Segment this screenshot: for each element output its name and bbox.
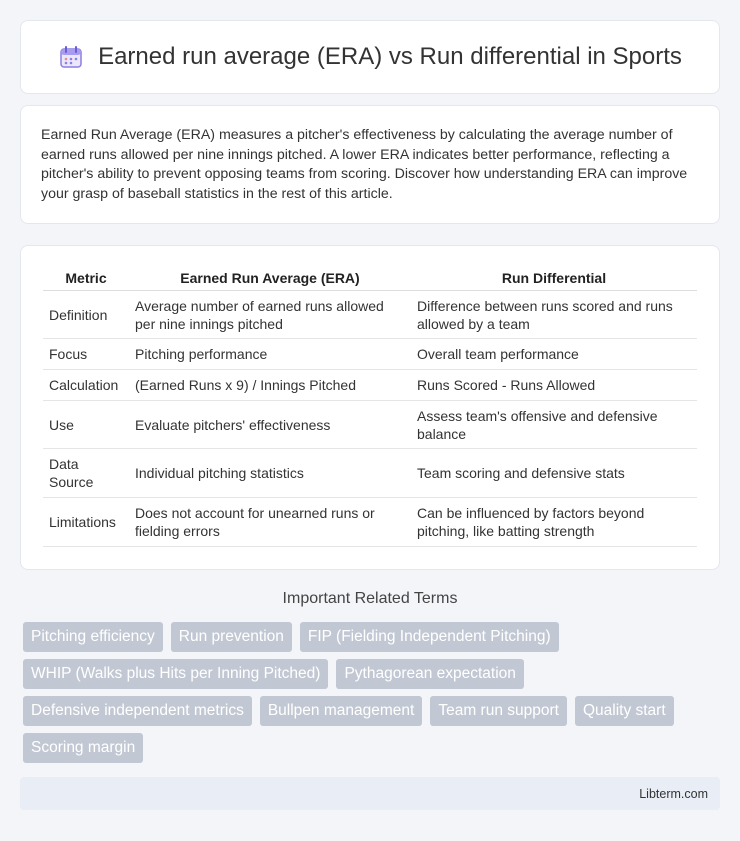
table-cell: Pitching performance (129, 339, 411, 370)
table-row (43, 498, 697, 547)
column-header-run-differential: Run Differential (411, 266, 697, 291)
table-row (43, 291, 697, 339)
table-cell: Evaluate pitchers' effectiveness (129, 401, 411, 449)
table-cell: Calculation (43, 370, 129, 401)
related-term-tag[interactable]: Pythagorean expectation (336, 659, 523, 689)
intro-text: Earned Run Average (ERA) measures a pitcher's effectiveness by calculating the average number of earned runs allowed per nine innings pitched. A lower ERA indicates better performance, reflecting a pitcher's ability to prevent opposing teams from scoring. Discover how understanding ERA can improve your grasp of baseball statistics in the rest of this article. (41, 127, 688, 202)
related-term-tag[interactable]: WHIP (Walks plus Hits per Inning Pitched) (23, 659, 328, 689)
related-term-tag[interactable]: Scoring margin (23, 733, 143, 763)
table-header-row (43, 266, 697, 291)
table-cell: Definition (43, 291, 129, 339)
related-term-tag[interactable]: Pitching efficiency (23, 622, 163, 652)
comparison-table (43, 266, 697, 547)
table-cell: Can be influenced by factors beyond pitching, like batting strength (411, 498, 697, 547)
table-cell: Difference between runs scored and runs allowed by a team (411, 291, 697, 339)
column-header-era: Earned Run Average (ERA) (129, 266, 411, 291)
table-cell: Overall team performance (411, 339, 697, 370)
table-cell: Data Source (43, 449, 129, 498)
table-cell: Runs Scored - Runs Allowed (411, 370, 697, 401)
table-cell: Focus (43, 339, 129, 370)
related-term-tag[interactable]: Bullpen management (260, 696, 423, 726)
table-cell: Average number of earned runs allowed per nine innings pitched (129, 291, 411, 339)
table-cell: (Earned Runs x 9) / Innings Pitched (129, 370, 411, 401)
table-row (43, 370, 697, 401)
related-terms-list (23, 622, 723, 763)
table-row (43, 339, 697, 370)
related-term-tag[interactable]: Run prevention (171, 622, 292, 652)
page-title: Earned run average (ERA) vs Run differential in Sports (98, 43, 682, 70)
table-cell: Assess team's offensive and defensive balance (411, 401, 697, 449)
related-term-tag[interactable]: Defensive independent metrics (23, 696, 252, 726)
calendar-icon (58, 44, 84, 70)
table-cell: Limitations (43, 498, 129, 547)
related-terms-title: Important Related Terms (282, 590, 458, 607)
column-header-metric: Metric (43, 266, 129, 291)
related-term-tag[interactable]: Team run support (430, 696, 567, 726)
intro-section (20, 105, 720, 224)
page-footer (20, 777, 720, 810)
table-cell: Use (43, 401, 129, 449)
page-header (20, 20, 720, 94)
table-cell: Individual pitching statistics (129, 449, 411, 498)
comparison-section (20, 245, 720, 570)
table-row (43, 449, 697, 498)
table-cell: Does not account for unearned runs or fielding errors (129, 498, 411, 547)
footer-site-link[interactable]: Libterm.com (639, 786, 708, 801)
table-row (43, 401, 697, 449)
related-term-tag[interactable]: FIP (Fielding Independent Pitching) (300, 622, 559, 652)
related-term-tag[interactable]: Quality start (575, 696, 674, 726)
table-cell: Team scoring and defensive stats (411, 449, 697, 498)
